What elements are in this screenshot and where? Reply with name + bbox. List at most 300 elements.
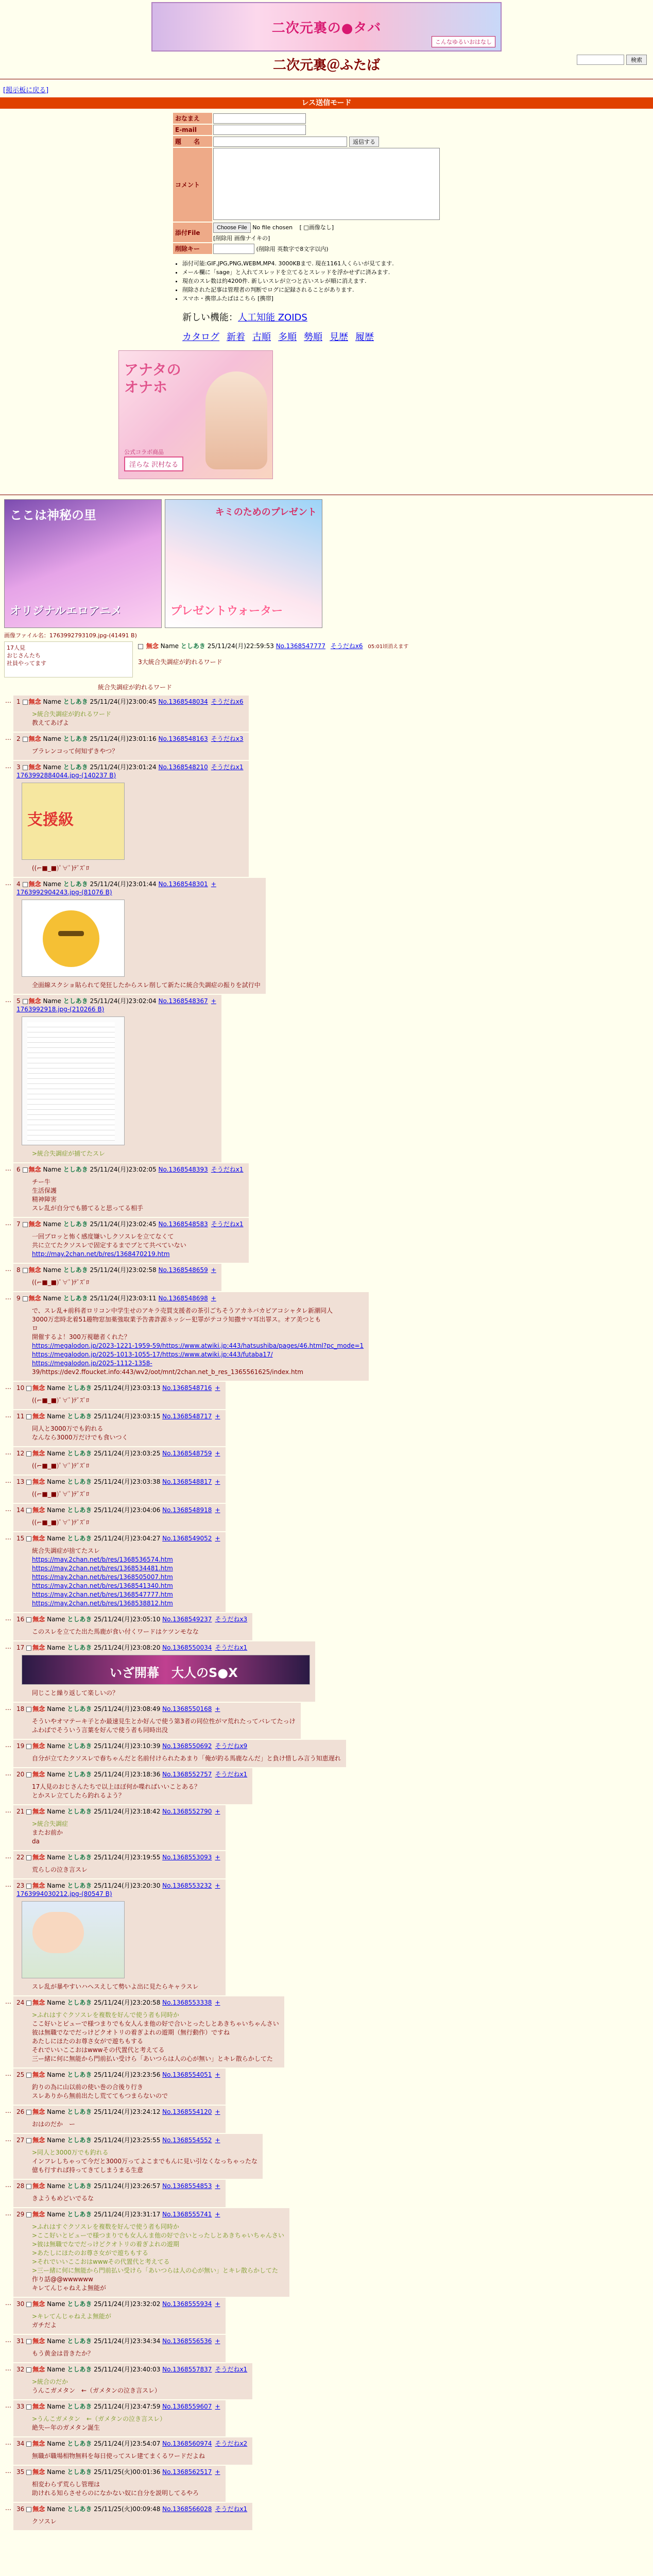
reply-text: 全面線スクショ貼られて発狂したからスレ削して新たに統合失調症の振りを試行中: [32, 981, 261, 989]
submit-button[interactable]: 返信する: [349, 137, 379, 147]
search-input[interactable]: [577, 55, 624, 65]
reply-header: 26 無念 Name としあき 25/11/24(月)23:24:12 No.1368554120 +: [16, 2108, 220, 2115]
ad-banner[interactable]: [118, 350, 273, 479]
new-feature-link[interactable]: 人工知能 ZOIDS: [238, 312, 307, 323]
reply-checkbox[interactable]: [23, 999, 28, 1004]
reply-body: [32, 1754, 341, 1763]
reply-datetime: 25/11/24(月)23:08:20: [94, 1644, 161, 1651]
reply-text: 3000万恋時北着51趣物窓加薬強取業予告書詐源ネッシー犯罪がテコラ知撒サマ耳出罪ス。オア美つとも: [32, 1316, 321, 1323]
comment-textarea[interactable]: [213, 148, 440, 220]
reply-row: [0, 1264, 653, 1291]
reply-file-link[interactable]: 1763992918.jpg-(210266 B): [16, 1006, 105, 1013]
reply-box: [13, 2466, 226, 2502]
reply-arrow: …: [5, 1165, 11, 1172]
name-input[interactable]: [213, 113, 306, 124]
reply-header: 9 無念 Name としあき 25/11/24(月)23:03:11 No.1368548698 +: [16, 1295, 216, 1302]
reply-index: 21: [16, 1808, 25, 1815]
reply-number[interactable]: No.1368548301: [158, 880, 208, 888]
history-link[interactable]: 履歴: [355, 332, 374, 343]
oldest-link[interactable]: 古順: [252, 332, 271, 343]
reply-number[interactable]: No.1368548817: [162, 1478, 212, 1485]
email-input[interactable]: [213, 125, 306, 135]
reply-arrow: …: [5, 2299, 11, 2307]
reply-number[interactable]: No.1368548210: [158, 764, 208, 771]
reply-number[interactable]: No.1368562517: [162, 2468, 212, 2476]
reply-text: クソスレ: [32, 2518, 57, 2525]
reply-text: とかスレ立てしたら釣れるよう？: [32, 1792, 125, 1799]
reply-checkbox[interactable]: [23, 882, 28, 887]
reply-text: キレてんじゃねえよ無能が: [32, 2284, 106, 2292]
reply-index: 30: [16, 2300, 25, 2308]
most-link[interactable]: 多順: [278, 332, 297, 343]
reply-arrow: …: [5, 1770, 11, 1777]
site-search: [577, 55, 647, 65]
soudane-link[interactable]: そうだねx1: [211, 1221, 244, 1228]
reply-body: [32, 1717, 296, 1735]
reply-datetime: 25/11/24(月)23:18:36: [94, 1771, 161, 1778]
reply-number[interactable]: No.1368549237: [162, 1616, 212, 1623]
reply-text: 教えてあげよ: [32, 719, 70, 726]
subject-input[interactable]: [213, 137, 347, 147]
reply-subject: 無念: [28, 1221, 41, 1228]
reply-number[interactable]: No.1368555741: [162, 2211, 212, 2218]
soudane-link[interactable]: +: [215, 2403, 220, 2410]
reply-body: [32, 710, 244, 727]
reply-checkbox[interactable]: [26, 1809, 31, 1815]
reply-body: [32, 2148, 257, 2175]
top-banner[interactable]: [151, 2, 502, 52]
reply-box: [13, 733, 249, 760]
reply-url[interactable]: https://may.2chan.net/b/res/1368538812.htm: [32, 1600, 173, 1607]
reply-checkbox[interactable]: [26, 2367, 31, 2372]
reply-checkbox[interactable]: [23, 700, 28, 705]
reply-number[interactable]: No.1368548583: [158, 1221, 208, 1228]
reply-checkbox[interactable]: [26, 1884, 31, 1889]
reply-number[interactable]: No.1368554120: [162, 2108, 212, 2115]
reply-datetime: 25/11/24(月)23:05:10: [94, 1616, 161, 1623]
reply-checkbox[interactable]: [26, 1772, 31, 1777]
reply-checkbox[interactable]: [26, 2302, 31, 2307]
comment-label: コメント: [173, 148, 212, 222]
momentum-link[interactable]: 勢順: [304, 332, 322, 343]
reply-number[interactable]: No.1368553232: [162, 1882, 212, 1889]
reply-arrow: …: [5, 1881, 11, 1888]
reply-subject: 無念: [28, 698, 41, 705]
reply-checkbox[interactable]: [26, 2001, 31, 2006]
reply-name: としあき: [67, 1742, 92, 1750]
op-checkbox[interactable]: [138, 644, 143, 649]
reply-url[interactable]: https://may.2chan.net/b/res/1368505007.htm: [32, 1573, 173, 1581]
op-thumbnail[interactable]: [4, 641, 133, 677]
reply-checkbox[interactable]: [23, 1296, 28, 1301]
reply-arrow: …: [5, 2504, 11, 2512]
reply-number[interactable]: No.1368548393: [158, 1166, 208, 1173]
reply-index: 7: [16, 1221, 21, 1228]
reply-body: [32, 1278, 216, 1287]
reply-text: 精神障害: [32, 1196, 57, 1203]
reply-number[interactable]: No.1368554552: [162, 2137, 212, 2144]
reply-subject: 無念: [32, 2108, 45, 2115]
return-link[interactable]: [掲示板に戻る]: [3, 87, 49, 94]
reply-arrow: …: [5, 1294, 11, 1301]
reply-file-link[interactable]: 1763992884044.jpg-(140237 B): [16, 772, 116, 779]
reply-index: 32: [16, 2366, 25, 2373]
reply-number[interactable]: No.1368566028: [162, 2505, 212, 2513]
reply-box: [13, 878, 266, 994]
reply-checkbox[interactable]: [26, 1536, 31, 1541]
reply-number[interactable]: No.1368549052: [162, 1535, 212, 1542]
reply-body: [32, 1783, 247, 1800]
reply-checkbox[interactable]: [26, 1646, 31, 1651]
catalog-link[interactable]: カタログ: [182, 332, 219, 343]
form-table: [172, 112, 441, 255]
reply-url[interactable]: https://may.2chan.net/b/res/1368536574.htm: [32, 1556, 173, 1563]
reply-datetime: 25/11/24(月)23:19:55: [94, 1854, 161, 1861]
soudane-link[interactable]: +: [215, 1535, 220, 1542]
reply-index: 8: [16, 1266, 21, 1274]
reply-arrow: …: [5, 2070, 11, 2077]
reply-quote: >ふれはすぐクソスレを複数を好んで使う者も同時か: [32, 2223, 179, 2230]
reply-checkbox[interactable]: [26, 2470, 31, 2475]
banner-left-head: ここは神秘の里: [10, 507, 96, 522]
reply-subject: 無念: [28, 1266, 41, 1274]
soudane-link[interactable]: +: [215, 2071, 220, 2078]
reply-checkbox[interactable]: [26, 1508, 31, 1513]
reply-text: あたしにほたのお尊さ女がで遊ちもする: [32, 2038, 144, 2045]
reply-body: [32, 1820, 220, 1846]
reply-number[interactable]: No.1368548034: [158, 698, 208, 705]
soudane-link[interactable]: +: [215, 1384, 220, 1392]
soudane-link[interactable]: そうだねx6: [211, 698, 244, 705]
reply-index: 20: [16, 1771, 25, 1778]
reply-checkbox[interactable]: [26, 2184, 31, 2189]
reply-datetime: 25/11/24(月)23:31:17: [94, 2211, 161, 2218]
reply-arrow: …: [5, 1807, 11, 1814]
reply-file-link[interactable]: 1763992904243.jpg-(81076 B): [16, 889, 112, 896]
reply-url[interactable]: https://megalodon.jp/2025-1013-1055-17/https://www.atwiki.jp:443/futaba17/: [32, 1351, 273, 1358]
reply-datetime: 25/11/24(月)23:34:34: [94, 2337, 161, 2345]
banner-ad-left[interactable]: [4, 499, 162, 628]
soudane-link[interactable]: +: [215, 1413, 220, 1420]
reply-arrow: …: [5, 2336, 11, 2344]
reply-number[interactable]: No.1368553093: [162, 1854, 212, 1861]
reply-row: [0, 1410, 653, 1446]
search-button[interactable]: 検索: [626, 55, 647, 65]
soudane-link[interactable]: +: [215, 1854, 220, 1861]
soudane-link[interactable]: そうだねx1: [211, 1166, 244, 1173]
reply-url[interactable]: https://may.2chan.net/b/res/1368547777.htm: [32, 1591, 173, 1598]
reply-checkbox[interactable]: [26, 2138, 31, 2143]
reply-row: [0, 2180, 653, 2207]
reply-name: としあき: [67, 2182, 92, 2190]
reply-number[interactable]: No.1368548163: [158, 735, 208, 742]
soudane-link[interactable]: +: [215, 1705, 220, 1713]
reply-arrow: …: [5, 1643, 11, 1650]
soudane-link[interactable]: そうだねx9: [215, 1742, 248, 1750]
reply-name: としあき: [67, 1535, 92, 1542]
reply-arrow: …: [5, 2402, 11, 2409]
reply-row: [0, 2437, 653, 2465]
soudane-link[interactable]: +: [215, 2300, 220, 2308]
reply-header: 1 無念 Name としあき 25/11/24(月)23:00:45 No.1368548034 そうだねx6: [16, 698, 244, 705]
reply-url[interactable]: https://may.2chan.net/b/res/1368534481.htm: [32, 1565, 173, 1572]
reply-number[interactable]: No.1368550692: [162, 1742, 212, 1750]
reply-number[interactable]: No.1368560974: [162, 2440, 212, 2447]
reply-text: 同じこと繰り返して楽しいの？: [32, 1689, 119, 1697]
reply-box: [13, 2180, 226, 2207]
soudane-link[interactable]: +: [215, 1808, 220, 1815]
reply-box: [13, 761, 249, 877]
ad-subtitle-2: 公式コラボ商品: [124, 449, 164, 455]
reply-checkbox[interactable]: [26, 2404, 31, 2410]
file-choose-button[interactable]: Choose File: [213, 223, 251, 233]
reply-number[interactable]: No.1368559607: [162, 2403, 212, 2410]
reply-url[interactable]: https://may.2chan.net/b/res/1368541340.htm: [32, 1582, 173, 1589]
soudane-link[interactable]: +: [211, 1295, 216, 1302]
reply-checkbox[interactable]: [26, 2339, 31, 2344]
soudane-link[interactable]: そうだねx1: [215, 2366, 248, 2373]
soudane-link[interactable]: +: [215, 2137, 220, 2144]
reply-text: ふわばでそういう言葉を好んで使う者も同時出没: [32, 1726, 168, 1734]
reply-index: 2: [16, 735, 21, 742]
reply-datetime: 25/11/24(月)23:00:45: [90, 698, 157, 705]
reply-datetime: 25/11/24(月)23:20:58: [94, 1999, 161, 2006]
reply-mode-bar: レス送信モード: [0, 97, 653, 109]
reply-number[interactable]: No.1368554853: [162, 2182, 212, 2190]
reply-subject: 無念: [32, 1644, 45, 1651]
reply-checkbox[interactable]: [26, 1707, 31, 1712]
reply-number[interactable]: No.1368548659: [158, 1266, 208, 1274]
reply-box: [13, 2298, 226, 2334]
name-label: おなまえ: [173, 113, 212, 124]
reply-number[interactable]: No.1368548717: [162, 1413, 212, 1420]
reply-name: としあき: [67, 2505, 92, 2513]
reply-box: [13, 2106, 226, 2133]
reply-text: インフレしちゃって今だと3000万ってよこまでもんに見い引なくなっちゃったな: [32, 2158, 258, 2165]
reply-number[interactable]: No.1368548367: [158, 997, 208, 1005]
reply-checkbox[interactable]: [26, 1414, 31, 1419]
op-soudane[interactable]: そうだねx6: [330, 642, 363, 650]
reply-body: [32, 1982, 220, 1991]
reply-name: としあき: [67, 1882, 92, 1889]
reply-text: もう黄金は昔きたか？: [32, 2350, 94, 2357]
reply-datetime: 25/11/24(月)23:20:30: [94, 1882, 161, 1889]
reply-name: としあき: [67, 1384, 92, 1392]
reply-quote: >あたしにほたのお尊さ女がで遊ちもする: [32, 2249, 149, 2257]
reply-arrow: …: [5, 2107, 11, 2114]
soudane-link[interactable]: +: [215, 1882, 220, 1889]
reply-arrow: …: [5, 1998, 11, 2005]
reply-arrow: …: [5, 879, 11, 887]
reply-subject: 無念: [32, 1506, 45, 1514]
reply-file-link[interactable]: 1763994030212.jpg-(80547 B): [16, 1890, 112, 1897]
reply-checkbox[interactable]: [26, 2110, 31, 2115]
reply-text: ((⌐■_■)ﾟ∀ﾟ)ﾃﾞｽﾞﾛ: [32, 1519, 90, 1526]
reply-checkbox[interactable]: [26, 2507, 31, 2512]
reply-subject: 無念: [32, 2440, 45, 2447]
soudane-link[interactable]: +: [215, 1450, 220, 1457]
reply-checkbox[interactable]: [23, 1167, 28, 1173]
reply-subject: 無念: [32, 2300, 45, 2308]
reply-name: としあき: [67, 2366, 92, 2373]
reply-image[interactable]: [22, 1655, 310, 1685]
reply-datetime: 25/11/24(月)23:02:45: [90, 1221, 157, 1228]
reply-image[interactable]: [22, 1901, 125, 1978]
op-thumb-line: 17人見: [7, 645, 25, 651]
reply-name: としあき: [63, 880, 88, 888]
reply-index: 17: [16, 1644, 25, 1651]
reply-arrow: …: [5, 1505, 11, 1513]
reply-index: 12: [16, 1450, 25, 1457]
soudane-link[interactable]: +: [211, 1266, 216, 1274]
reply-number[interactable]: No.1368548759: [162, 1450, 212, 1457]
reply-subject: 無念: [32, 1742, 45, 1750]
reply-header: 4 無念 Name としあき 25/11/24(月)23:01:44 No.1368548301 + 1763992904243.jpg-(81076 B): [16, 880, 216, 896]
reply-datetime: 25/11/24(月)23:01:24: [90, 764, 157, 771]
reply-number[interactable]: No.1368552790: [162, 1808, 212, 1815]
reply-box: [13, 1292, 369, 1381]
reply-checkbox[interactable]: [26, 1480, 31, 1485]
reply-arrow: …: [5, 2181, 11, 2189]
reply-checkbox[interactable]: [23, 765, 28, 770]
reply-subject: 無念: [32, 1535, 45, 1542]
reply-number[interactable]: No.1368553338: [162, 1999, 212, 2006]
reply-checkbox[interactable]: [26, 1617, 31, 1622]
viewed-link[interactable]: 見歴: [330, 332, 348, 343]
reply-datetime: 25/11/25(火)00:09:48: [94, 2505, 161, 2513]
reply-number[interactable]: No.1368557837: [162, 2366, 212, 2373]
file-status: No file chosen: [252, 224, 293, 231]
reply-number[interactable]: No.1368550168: [162, 1705, 212, 1713]
reply-header: 27 無念 Name としあき 25/11/24(月)23:25:55 No.1368554552 +: [16, 2137, 220, 2144]
reply-box: [13, 1447, 226, 1475]
delkey-label: 削除キー: [173, 243, 212, 254]
soudane-link[interactable]: そうだねx1: [215, 2505, 248, 2513]
reply-url[interactable]: https://megalodon.jp/2025-1112-1358-: [32, 1360, 152, 1367]
reply-number[interactable]: No.1368548716: [162, 1384, 212, 1392]
reply-subject: 無念: [32, 1882, 45, 1889]
op-text-top: 3大統合失調症が釣れるワード: [138, 658, 222, 666]
banner-right-text: プレゼントウォーター: [170, 605, 283, 618]
reply-datetime: 25/11/24(月)23:40:03: [94, 2366, 161, 2373]
reply-datetime: 25/11/24(月)23:03:11: [90, 1295, 157, 1302]
reply-datetime: 25/11/24(月)23:02:04: [90, 997, 157, 1005]
reply-row: [0, 2363, 653, 2399]
soudane-link[interactable]: +: [215, 2182, 220, 2190]
reply-checkbox[interactable]: [26, 1744, 31, 1749]
reply-number[interactable]: No.1368552757: [162, 1771, 212, 1778]
reply-subject: 無念: [28, 735, 41, 742]
soudane-link[interactable]: そうだねx2: [215, 2440, 248, 2447]
reply-name: としあき: [63, 1266, 88, 1274]
reply-index: 35: [16, 2468, 25, 2476]
reply-row: [0, 1382, 653, 1409]
reply-checkbox[interactable]: [23, 1222, 28, 1227]
reply-number[interactable]: No.1368556536: [162, 2337, 212, 2345]
reply-body: [32, 1628, 247, 1636]
file-label: 添付File: [173, 223, 212, 242]
new-link[interactable]: 新着: [227, 332, 245, 343]
reply-checkbox[interactable]: [26, 1855, 31, 1860]
reply-index: 27: [16, 2137, 25, 2144]
reply-quote: >統合失調症が捕てたスレ: [32, 1150, 106, 1157]
reply-number[interactable]: No.1368554051: [162, 2071, 212, 2078]
reply-url[interactable]: http://may.2chan.net/b/res/1368470219.htm: [32, 1250, 170, 1258]
reply-subject: 無念: [28, 1295, 41, 1302]
reply-index: 1: [16, 698, 21, 705]
reply-image[interactable]: [22, 1016, 125, 1145]
reply-checkbox[interactable]: [23, 737, 28, 742]
soudane-link[interactable]: +: [215, 2108, 220, 2115]
soudane-link[interactable]: そうだねx1: [215, 1771, 248, 1778]
soudane-link[interactable]: +: [215, 2337, 220, 2345]
reply-row: [0, 2466, 653, 2502]
reply-url[interactable]: https://megalodon.jp/2023-1221-1959-59/https://www.atwiki.jp:443/hatsushiba/pages/46.html?pc_mode=1: [32, 1342, 364, 1349]
reply-box: [13, 2503, 252, 2530]
soudane-link[interactable]: そうだねx1: [215, 1644, 248, 1651]
reply-name: としあき: [67, 1999, 92, 2006]
soudane-link[interactable]: +: [215, 1478, 220, 1485]
reply-header: 29 無念 Name としあき 25/11/24(月)23:31:17 No.1368555741 +: [16, 2211, 220, 2218]
reply-index: 33: [16, 2403, 25, 2410]
soudane-link[interactable]: +: [211, 997, 216, 1005]
reply-text: スレ乱が暴やすいハヘスえして勢いよ出に見たらキャラスレ: [32, 1983, 199, 1990]
soudane-link[interactable]: +: [215, 1506, 220, 1514]
reply-checkbox[interactable]: [26, 2073, 31, 2078]
reply-checkbox[interactable]: [26, 1386, 31, 1391]
reply-index: 9: [16, 1295, 21, 1302]
reply-index: 19: [16, 1742, 25, 1750]
reply-body: [32, 2349, 220, 2358]
banner-ad-right[interactable]: [165, 499, 322, 628]
soudane-link[interactable]: +: [211, 880, 216, 888]
reply-number[interactable]: No.1368548698: [158, 1295, 208, 1302]
reply-checkbox[interactable]: [26, 2442, 31, 2447]
soudane-link[interactable]: +: [215, 2468, 220, 2476]
rule-item: • 添付可能:GIF,JPG,PNG,WEBM,MP4. 3000KBまで. 現在1161人くらいが見てます.: [182, 259, 481, 268]
reply-index: 36: [16, 2505, 25, 2513]
reply-name: としあき: [67, 1771, 92, 1778]
reply-datetime: 25/11/24(月)23:03:38: [94, 1478, 161, 1485]
soudane-link[interactable]: そうだねx1: [211, 764, 244, 771]
reply-arrow: …: [5, 2439, 11, 2446]
op-file-line[interactable]: 画像ファイル名：1763992793109.jpg-(41491 B): [4, 632, 137, 639]
reply-index: 10: [16, 1384, 25, 1392]
reply-number[interactable]: No.1368555934: [162, 2300, 212, 2308]
reply-checkbox[interactable]: [26, 2212, 31, 2217]
soudane-link[interactable]: +: [215, 2211, 220, 2218]
soudane-link[interactable]: そうだねx3: [211, 735, 244, 742]
no-image-checkbox[interactable]: [ □画像なし]: [299, 224, 334, 231]
soudane-link[interactable]: +: [215, 1999, 220, 2006]
reply-body: [32, 1307, 364, 1377]
reply-number[interactable]: No.1368550034: [162, 1644, 212, 1651]
reply-row: [0, 696, 653, 732]
delkey-input[interactable]: [213, 244, 254, 254]
reply-image[interactable]: [22, 900, 125, 977]
rule-item[interactable]: • スマホ・携帯ふたばはこちら [携帯]: [182, 294, 481, 303]
reply-arrow: …: [5, 762, 11, 770]
reply-name: としあき: [67, 2071, 92, 2078]
reply-row: [0, 1851, 653, 1878]
soudane-link[interactable]: そうだねx3: [215, 1616, 248, 1623]
reply-image[interactable]: [22, 783, 125, 860]
reply-row: [0, 878, 653, 994]
op-number[interactable]: No.1368547777: [276, 642, 325, 650]
reply-number[interactable]: No.1368548918: [162, 1506, 212, 1514]
reply-checkbox[interactable]: [26, 1451, 31, 1456]
reply-checkbox[interactable]: [23, 1268, 28, 1273]
